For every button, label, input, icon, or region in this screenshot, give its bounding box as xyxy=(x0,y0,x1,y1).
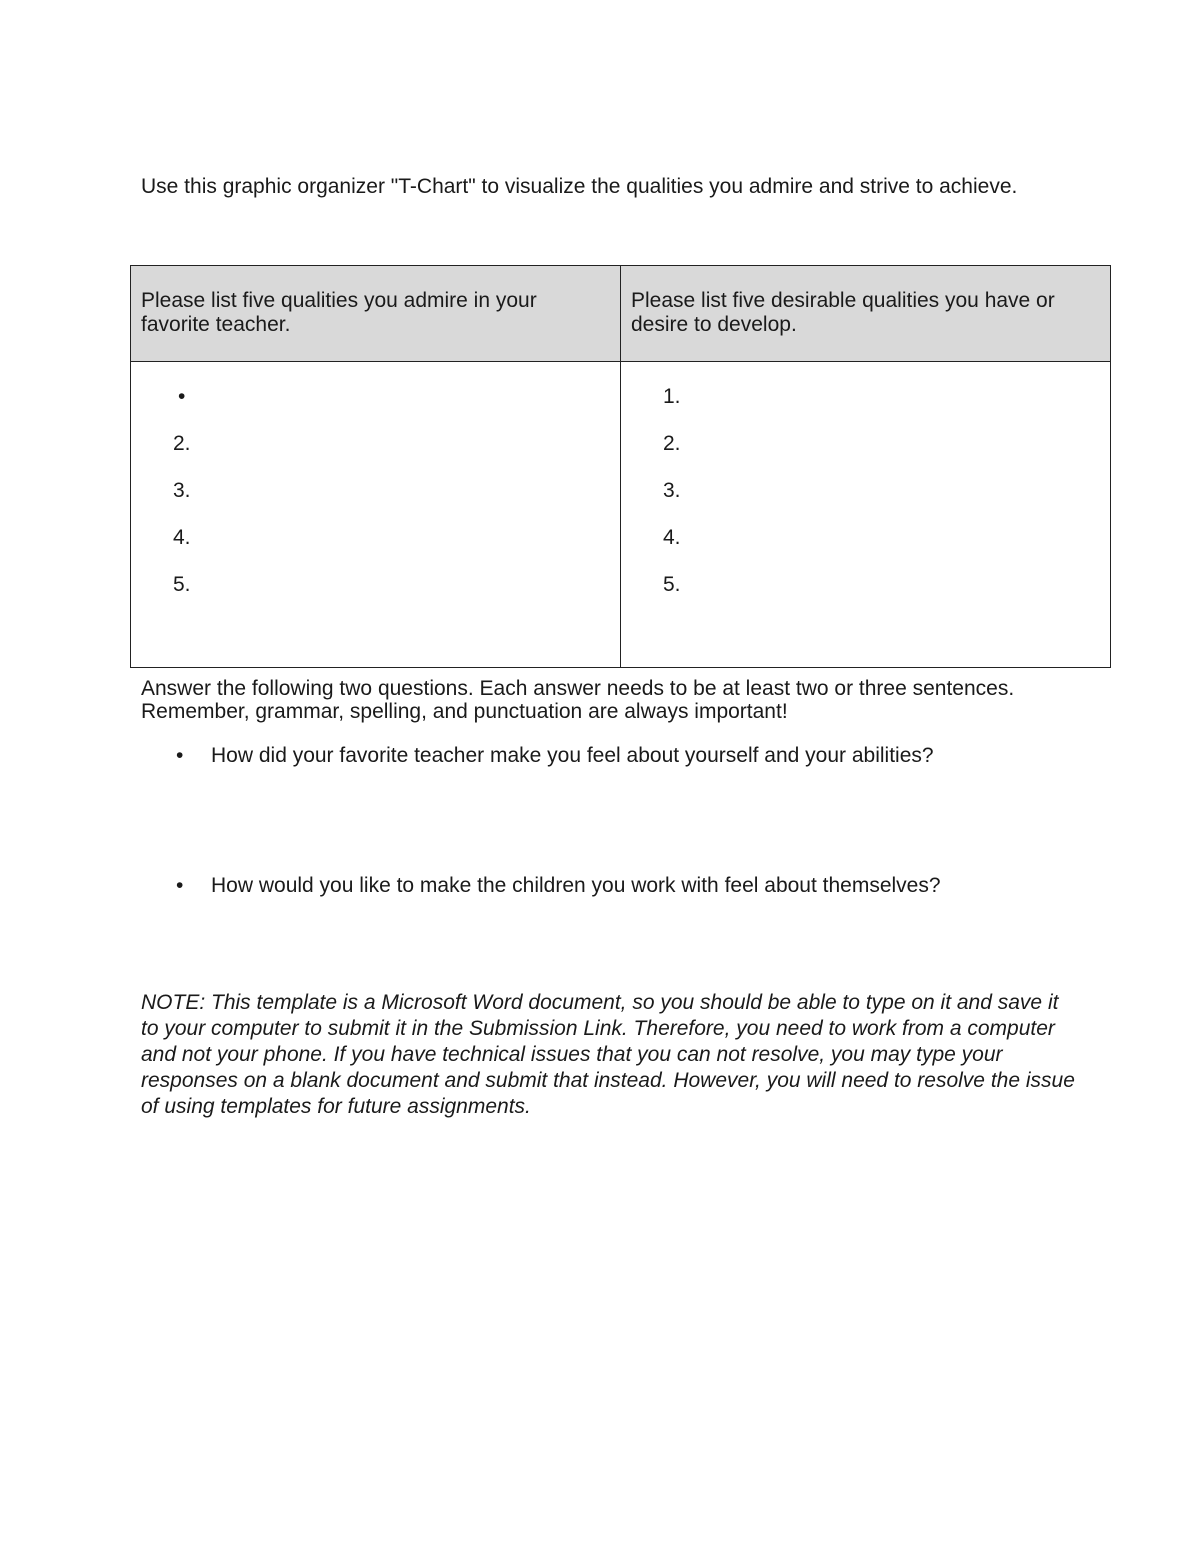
bullet-icon: • xyxy=(176,874,184,897)
t-chart-right-header: Please list five desirable qualities you have or desire to develop. xyxy=(631,289,1055,336)
list-item[interactable]: 5. xyxy=(173,573,191,596)
list-item[interactable]: • xyxy=(178,385,186,408)
question-1-text: How did your favorite teacher make you feel about yourself and your abilities? xyxy=(211,744,934,767)
list-item[interactable]: 2. xyxy=(663,432,681,455)
answer-instructions: Answer the following two questions. Each answer needs to be at least two or three sentences. Remember, grammar, spelling, and punctuation are always important! xyxy=(141,677,1015,723)
t-chart-left-list-cell[interactable] xyxy=(131,362,621,668)
t-chart-right-list-cell[interactable] xyxy=(621,362,1111,668)
question-2 xyxy=(176,873,1126,899)
admired-qualities-list xyxy=(131,362,620,620)
question-1 xyxy=(176,743,1126,769)
t-chart-table xyxy=(130,265,1111,668)
t-chart-header-row xyxy=(131,266,1111,362)
t-chart-body-row xyxy=(131,362,1111,668)
t-chart-left-header-cell[interactable] xyxy=(131,266,621,362)
intro-text: Use this graphic organizer "T-Chart" to visualize the qualities you admire and strive to achieve. xyxy=(141,175,1018,198)
bullet-icon: • xyxy=(176,744,184,767)
list-item[interactable]: 2. xyxy=(173,432,191,455)
t-chart-right-header-cell[interactable] xyxy=(621,266,1111,362)
list-item[interactable]: 4. xyxy=(173,526,191,549)
t-chart-left-header: Please list five qualities you admire in your favorite teacher. xyxy=(141,289,537,336)
question-2-text: How would you like to make the children you work with feel about themselves? xyxy=(211,874,941,897)
desirable-qualities-list xyxy=(621,362,1110,620)
list-item[interactable]: 3. xyxy=(173,479,191,502)
list-item[interactable]: 3. xyxy=(663,479,681,502)
list-item[interactable]: 4. xyxy=(663,526,681,549)
list-item[interactable]: 1. xyxy=(663,385,681,408)
list-item[interactable]: 5. xyxy=(663,573,681,596)
template-note: NOTE: This template is a Microsoft Word document, so you should be able to type on it and save it to your computer to submit it in the Submission Link. Therefore, you need to work from a computer and not your phone. If you have technical issues that you can not resolve, you may type your responses on a blank document and submit that instead. However, you will need to resolve the issue of using templates for future assignments. xyxy=(141,991,1075,1118)
